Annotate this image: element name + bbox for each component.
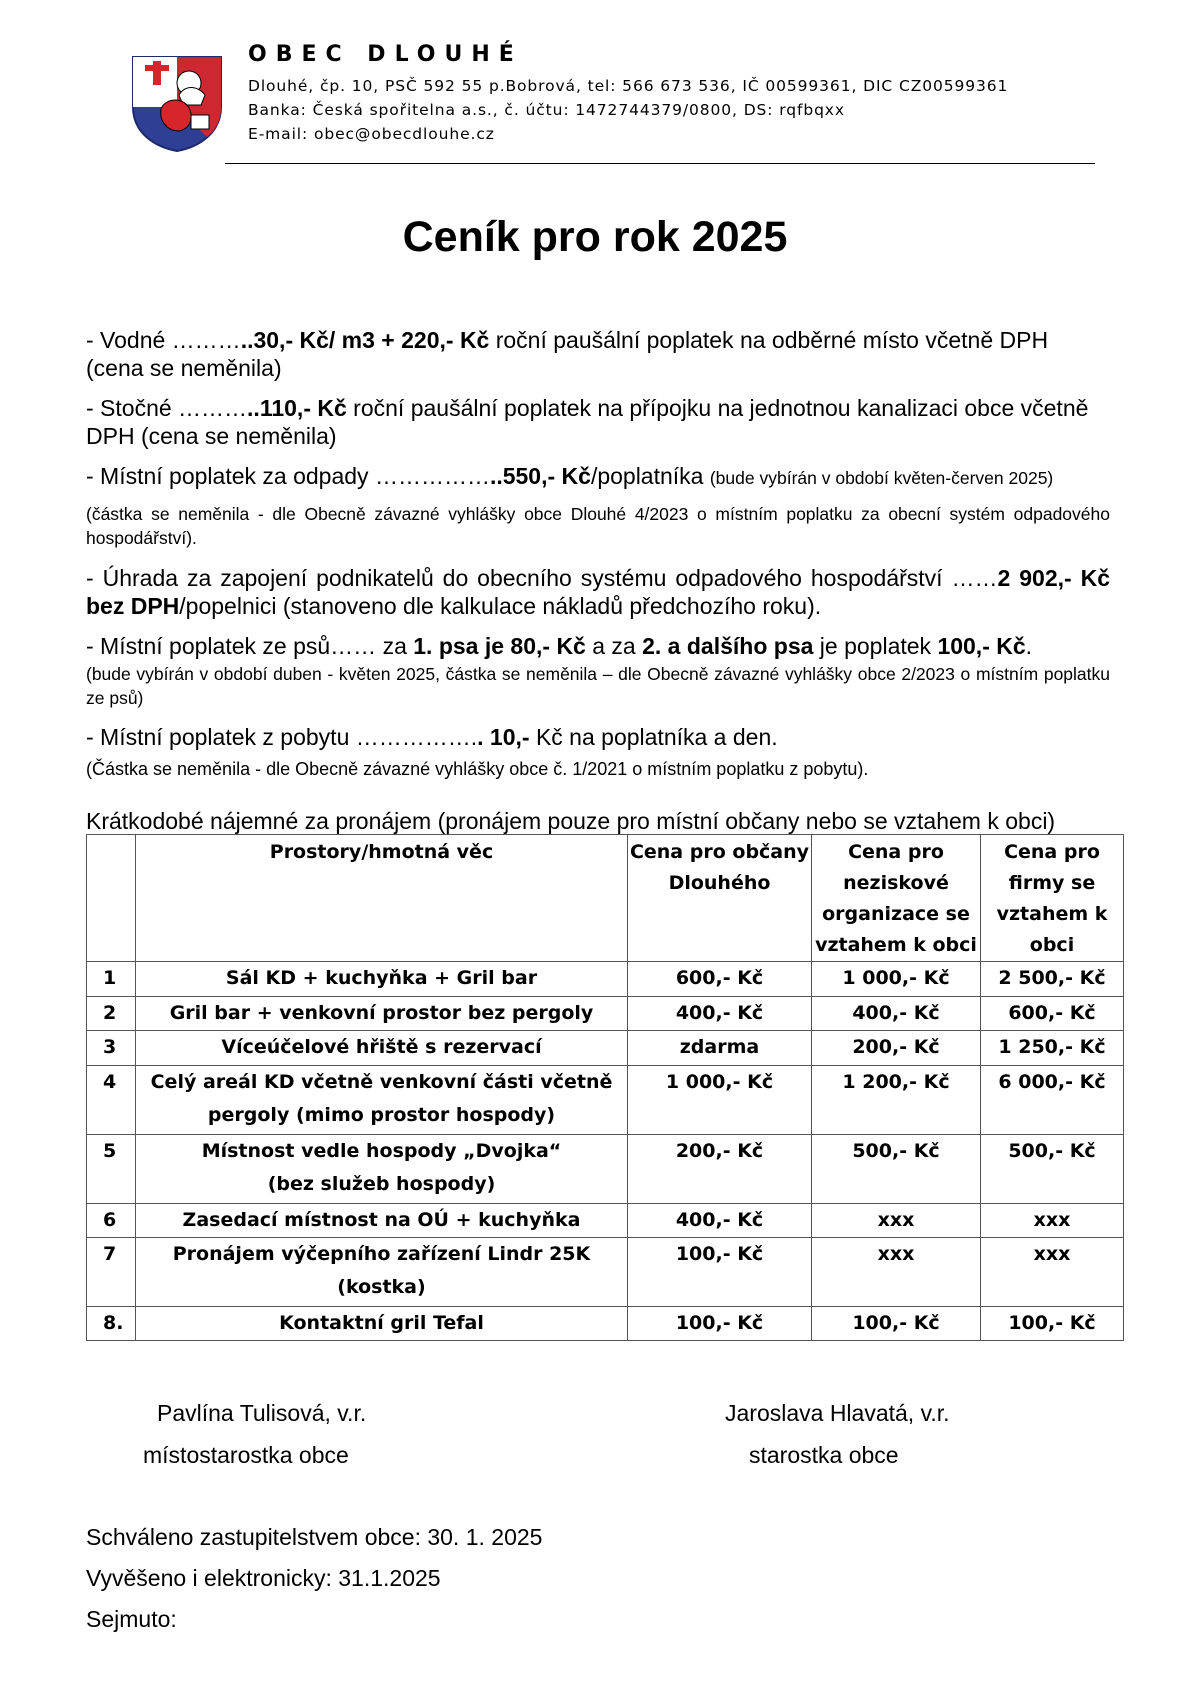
signature-left-name: Pavlína Tulisová, v.r. bbox=[157, 1400, 367, 1426]
item-stay-label: - Místní poplatek z pobytu ……………. bbox=[86, 724, 478, 750]
removed-date: Sejmuto: bbox=[86, 1606, 177, 1632]
col-citizens-header: Cena pro občany Dlouhého bbox=[628, 835, 812, 962]
row-price-firms: xxx bbox=[981, 1204, 1124, 1238]
item-business-price: 2 902,- Kč bez DPH bbox=[86, 565, 1111, 619]
row-item: Místnost vedle hospody „Dvojka“ (bez služeb hospody) bbox=[136, 1135, 628, 1204]
row-item: Celý areál KD včetně venkovní části včetně pergoly (mimo prostor hospody) bbox=[136, 1066, 628, 1135]
item-sewage bbox=[86, 394, 1110, 450]
row-price-nonprofit: 500,- Kč bbox=[812, 1135, 981, 1204]
item-dogs-and: a za bbox=[585, 633, 643, 659]
item-waste-unit: /poplatníka bbox=[590, 463, 710, 489]
col-item-header: Prostory/hmotná věc bbox=[136, 835, 628, 962]
item-dogs-label: - Místní poplatek ze psů…… za bbox=[86, 633, 414, 659]
row-number: 6 bbox=[87, 1204, 136, 1238]
col-firms-header: Cena pro firmy se vztahem k obci bbox=[981, 835, 1124, 962]
item-dogs-first: 1. psa je 80,- Kč bbox=[413, 633, 586, 659]
table-row bbox=[87, 1031, 1124, 1066]
posted-date: Vyvěšeno i elektronicky: 31.1.2025 bbox=[86, 1565, 441, 1591]
row-item: Víceúčelové hřiště s rezervací bbox=[136, 1031, 628, 1066]
row-number: 1 bbox=[87, 962, 136, 997]
org-address: Dlouhé, čp. 10, PSČ 592 55 p.Bobrová, tel: 566 673 536, IČ 00599361, DIC CZ00599361 bbox=[248, 77, 1009, 95]
row-number: 5 bbox=[87, 1135, 136, 1204]
table-row bbox=[87, 962, 1124, 997]
row-item: Gril bar + venkovní prostor bez pergoly bbox=[136, 997, 628, 1031]
row-price-firms: 500,- Kč bbox=[981, 1135, 1124, 1204]
row-price-nonprofit: 400,- Kč bbox=[812, 997, 981, 1031]
row-price-nonprofit: xxx bbox=[812, 1238, 981, 1307]
table-row bbox=[87, 1307, 1124, 1341]
signature-left-role: místostarostka obce bbox=[143, 1442, 349, 1468]
row-price-citizens: 200,- Kč bbox=[628, 1135, 812, 1204]
org-name: OBEC DLOUHÉ bbox=[248, 42, 523, 67]
item-waste-price: ..550,- Kč bbox=[489, 463, 591, 489]
row-price-nonprofit: 1 000,- Kč bbox=[812, 962, 981, 997]
item-waste-note: (částka se neměnila - dle Obecně závazné vyhlášky obce Dlouhé 4/2023 o místním poplatku za obecní systém odpadového hospodářství). bbox=[86, 504, 1110, 548]
org-email: E-mail: obec@obecdlouhe.cz bbox=[248, 125, 495, 143]
item-business-desc: /popelnici (stanoveno dle kalkulace nákladů předchozího roku). bbox=[179, 593, 822, 619]
row-price-nonprofit: 200,- Kč bbox=[812, 1031, 981, 1066]
row-number: 7 bbox=[87, 1238, 136, 1307]
table-row bbox=[87, 1135, 1124, 1204]
org-bank: Banka: Česká spořitelna a.s., č. účtu: 1472744379/0800, DS: rqfbqxx bbox=[248, 101, 845, 119]
row-price-citizens: 400,- Kč bbox=[628, 997, 812, 1031]
item-water-price: ..30,- Kč/ m3 + 220,- Kč bbox=[240, 327, 490, 353]
row-price-citizens: 600,- Kč bbox=[628, 962, 812, 997]
row-price-firms: 2 500,- Kč bbox=[981, 962, 1124, 997]
row-item: Kontaktní gril Tefal bbox=[136, 1307, 628, 1341]
row-price-citizens: 100,- Kč bbox=[628, 1238, 812, 1307]
coat-of-arms-icon bbox=[131, 55, 223, 152]
item-business-label: - Úhrada za zapojení podnikatelů do obecního systému odpadového hospodářství …… bbox=[86, 565, 998, 591]
item-stay-price: . 10,- bbox=[477, 724, 530, 750]
row-number: 3 bbox=[87, 1031, 136, 1066]
row-price-firms: 1 250,- Kč bbox=[981, 1031, 1124, 1066]
row-price-citizens: 100,- Kč bbox=[628, 1307, 812, 1341]
row-price-firms: 600,- Kč bbox=[981, 997, 1124, 1031]
table-row bbox=[87, 1238, 1124, 1307]
row-item: Zasedací místnost na OÚ + kuchyňka bbox=[136, 1204, 628, 1238]
item-dogs-end: . bbox=[1025, 633, 1033, 659]
row-price-firms: 6 000,- Kč bbox=[981, 1066, 1124, 1135]
row-number: 8. bbox=[87, 1307, 136, 1341]
row-price-firms: 100,- Kč bbox=[981, 1307, 1124, 1341]
item-water-desc: roční paušální poplatek na odběrné místo včetně DPH (cena se neměnila) bbox=[86, 327, 1049, 381]
row-price-nonprofit: 100,- Kč bbox=[812, 1307, 981, 1341]
item-dogs-fee: je poplatek bbox=[813, 633, 938, 659]
signature-right-role: starostka obce bbox=[749, 1442, 899, 1468]
item-waste-period: (bude vybírán v období květen-červen 2025) bbox=[709, 468, 1054, 488]
row-price-citizens: 400,- Kč bbox=[628, 1204, 812, 1238]
item-dogs-second: 2. a dalšího psa bbox=[642, 633, 814, 659]
item-dogs bbox=[86, 632, 1110, 660]
row-price-nonprofit: xxx bbox=[812, 1204, 981, 1238]
item-waste-label: - Místní poplatek za odpady …………… bbox=[86, 463, 490, 489]
col-number-header bbox=[87, 835, 136, 962]
row-price-citizens: 1 000,- Kč bbox=[628, 1066, 812, 1135]
row-item: Pronájem výčepního zařízení Lindr 25K (kostka) bbox=[136, 1238, 628, 1307]
document-title: Ceník pro rok 2025 bbox=[402, 213, 788, 261]
table-row bbox=[87, 1066, 1124, 1135]
table-row bbox=[87, 997, 1124, 1031]
item-stay-note: (Částka se neměnila - dle Obecně závazné vyhlášky obce č. 1/2021 o místním poplatku z pobytu). bbox=[86, 759, 869, 779]
row-item: Sál KD + kuchyňka + Gril bar bbox=[136, 962, 628, 997]
row-price-firms: xxx bbox=[981, 1238, 1124, 1307]
item-stay bbox=[86, 723, 1110, 751]
item-sewage-label: - Stočné ……… bbox=[86, 395, 248, 421]
rent-table bbox=[86, 834, 1124, 1341]
item-sewage-desc: roční paušální poplatek na přípojku na jednotnou kanalizaci obce včetně DPH (cena se neměnila) bbox=[86, 395, 1089, 449]
table-row bbox=[87, 1204, 1124, 1238]
row-price-nonprofit: 1 200,- Kč bbox=[812, 1066, 981, 1135]
row-price-citizens: zdarma bbox=[628, 1031, 812, 1066]
item-dogs-note: (bude vybírán v období duben - květen 2025, částka se neměnila – dle Obecně závazné vyhlášky obce 2/2023 o místním poplatku ze psů) bbox=[86, 664, 1110, 708]
item-water bbox=[86, 326, 1110, 382]
item-dogs-price: 100,- Kč bbox=[937, 633, 1026, 659]
item-business bbox=[86, 564, 1110, 620]
col-nonprofit-header: Cena pro neziskové organizace se vztahem k obci bbox=[812, 835, 981, 962]
row-number: 4 bbox=[87, 1066, 136, 1135]
item-waste bbox=[86, 462, 1110, 492]
item-sewage-price: ..110,- Kč bbox=[247, 395, 347, 421]
header-divider bbox=[225, 163, 1095, 164]
signature-right-name: Jaroslava Hlavatá, v.r. bbox=[725, 1400, 950, 1426]
rent-heading: Krátkodobé nájemné za pronájem (pronájem pouze pro místní občany nebo se vztahem k obci) bbox=[86, 808, 1056, 834]
item-water-label: - Vodné ……… bbox=[86, 327, 241, 353]
row-number: 2 bbox=[87, 997, 136, 1031]
table-header-row bbox=[87, 835, 1124, 962]
item-stay-desc: Kč na poplatníka a den. bbox=[529, 724, 778, 750]
approved-date: Schváleno zastupitelstvem obce: 30. 1. 2025 bbox=[86, 1524, 543, 1550]
